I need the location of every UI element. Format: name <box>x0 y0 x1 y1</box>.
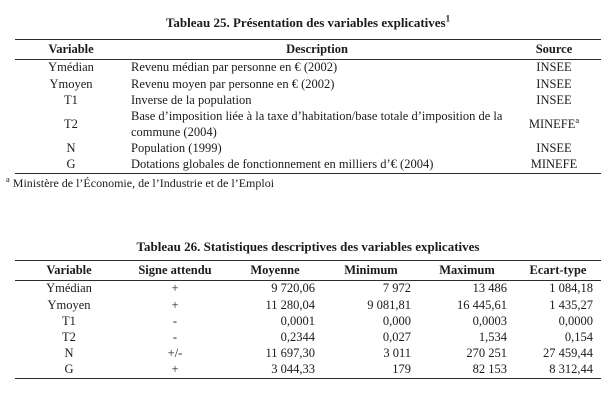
footnote-marker: a <box>6 174 10 185</box>
source-text: INSEE <box>536 60 572 75</box>
table26-header <box>15 261 601 281</box>
cell-ecart-type: 0,154 <box>564 329 593 344</box>
cell-maximum: 82 153 <box>419 362 515 379</box>
source-text: INSEE <box>536 76 572 91</box>
footnote-text: Ministère de l’Économie, de l’Industrie et de l’Emploi <box>12 176 275 191</box>
cell-maximum: 0,0003 <box>472 313 507 328</box>
cell-minimum: 9 081,81 <box>367 297 411 312</box>
cell-source <box>507 60 601 77</box>
cell-ecart-type: 0,0000 <box>558 313 593 328</box>
table-row <box>15 297 601 313</box>
table26 <box>15 260 601 379</box>
cell-variable: T2 <box>62 329 76 344</box>
cell-minimum: 0,000 <box>382 313 411 328</box>
vertical-spacer <box>0 191 616 239</box>
cell-variable: N <box>66 141 76 156</box>
table-row <box>15 141 601 157</box>
source-text: MINEFE <box>528 116 576 131</box>
table-row <box>15 313 601 329</box>
table25 <box>15 39 601 174</box>
cell-description: Inverse de la population <box>131 92 252 107</box>
table26-col-signe: Signe attendu <box>123 261 227 281</box>
table26-title <box>0 239 616 255</box>
table-row <box>15 60 601 77</box>
cell-signe: + <box>171 281 179 296</box>
cell-moyenne: 0,2344 <box>280 329 315 344</box>
cell-moyenne: 0,0001 <box>280 313 315 328</box>
table-row <box>15 109 601 141</box>
table25-title <box>0 15 616 31</box>
cell-ecart-type: 1 084,18 <box>549 281 593 296</box>
cell-variable: G <box>15 362 123 379</box>
cell-variable: T1 <box>64 92 78 107</box>
cell-maximum: 13 486 <box>472 281 507 296</box>
cell-minimum: 7 972 <box>382 281 411 296</box>
table25-title-footnote-ref: 1 <box>445 13 451 24</box>
cell-moyenne: 11 280,04 <box>265 297 315 312</box>
cell-source <box>507 141 601 157</box>
cell-signe: + <box>123 362 227 379</box>
table25-body <box>15 60 601 174</box>
table26-header-row <box>15 261 601 281</box>
cell-variable: Ymédian <box>48 60 94 75</box>
table25-col-description: Description <box>127 40 507 60</box>
cell-description: Population (1999) <box>131 141 222 156</box>
table-row <box>15 362 601 379</box>
cell-source <box>507 93 601 109</box>
table25-col-source: Source <box>507 40 601 60</box>
cell-variable: Ymoyen <box>47 297 91 312</box>
table25-title-text: Tableau 25. Présentation des variables explicatives <box>165 15 446 30</box>
cell-ecart-type: 8 312,44 <box>515 362 601 379</box>
table26-body <box>15 281 601 379</box>
table26-col-minimum: Minimum <box>323 261 419 281</box>
cell-description: Base d’imposition liée à la taxe d’habitation/base totale d’imposition de la commune (2004) <box>131 109 503 139</box>
cell-signe: - <box>172 329 178 344</box>
cell-description: Dotations globales de fonctionnement en milliers d’€ (2004) <box>127 157 507 174</box>
table-row <box>15 281 601 298</box>
cell-description: Revenu médian par personne en € (2002) <box>131 60 338 75</box>
cell-ecart-type: 27 459,44 <box>543 345 593 360</box>
table-row <box>15 329 601 345</box>
cell-description: Revenu moyen par personne en € (2002) <box>131 76 335 91</box>
cell-variable: Ymédian <box>46 281 92 296</box>
cell-minimum: 3 011 <box>383 345 411 360</box>
cell-source <box>507 157 601 174</box>
table-row <box>15 346 601 362</box>
table26-col-variable: Variable <box>15 261 123 281</box>
table26-col-moyenne: Moyenne <box>227 261 323 281</box>
table26-col-maximum: Maximum <box>419 261 515 281</box>
table26-col-ecart-type: Ecart-type <box>515 261 601 281</box>
cell-moyenne: 11 697,30 <box>265 345 315 360</box>
table26-title-text: Tableau 26. Statistiques descriptives des variables explicatives <box>136 239 480 255</box>
source-text: INSEE <box>536 141 572 156</box>
cell-ecart-type: 1 435,27 <box>549 297 593 312</box>
cell-maximum: 16 445,61 <box>457 297 507 312</box>
cell-source <box>507 109 601 141</box>
cell-variable: G <box>15 157 127 174</box>
source-text: MINEFE <box>530 157 578 172</box>
source-footnote-ref: a <box>575 114 580 125</box>
table25-col-variable: Variable <box>15 40 127 60</box>
cell-minimum: 179 <box>323 362 419 379</box>
cell-maximum: 1,534 <box>478 329 507 344</box>
table25-header <box>15 40 601 60</box>
table-row <box>15 93 601 109</box>
table25-header-row <box>15 40 601 60</box>
table-row <box>15 76 601 92</box>
cell-signe: - <box>172 313 178 328</box>
cell-signe: +/- <box>167 345 183 360</box>
cell-signe: + <box>171 297 179 312</box>
cell-variable: T2 <box>64 116 78 131</box>
cell-maximum: 270 251 <box>466 345 507 360</box>
cell-variable: Ymoyen <box>49 76 93 91</box>
cell-variable: N <box>64 345 74 360</box>
table-row <box>15 157 601 174</box>
cell-moyenne: 3 044,33 <box>227 362 323 379</box>
cell-minimum: 0,027 <box>382 329 411 344</box>
cell-moyenne: 9 720,06 <box>271 281 315 296</box>
source-text: INSEE <box>536 92 572 107</box>
cell-source <box>507 76 601 92</box>
table25-footnote <box>6 176 616 191</box>
cell-variable: T1 <box>62 313 76 328</box>
